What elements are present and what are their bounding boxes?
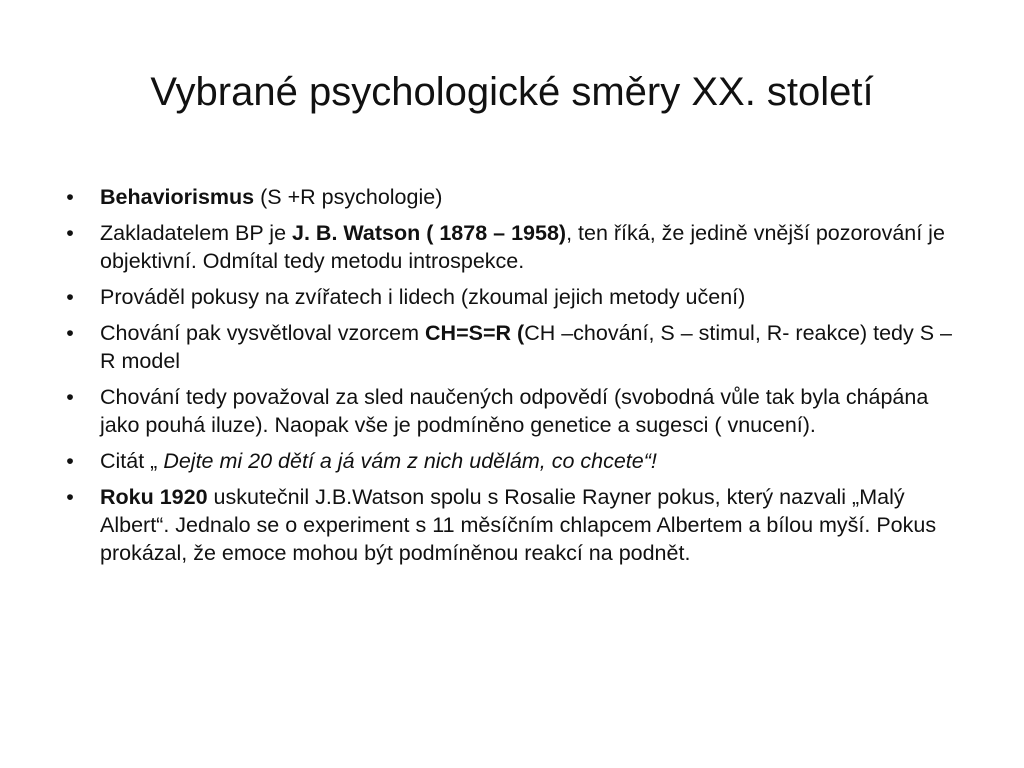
name-watson: J. B. Watson ( 1878 – 1958): [292, 221, 567, 245]
bullet-icon: •: [66, 321, 74, 345]
list-item: [60, 483, 960, 567]
bullet-icon: •: [66, 485, 74, 509]
year-1920: Roku 1920: [100, 485, 208, 509]
item-text: (S +R psychologie): [254, 185, 443, 209]
slide-title: Vybrané psychologické směry XX. století: [150, 70, 874, 114]
item-text: CH –chování, S – stimul, R- reakce) tedy S – R model: [100, 321, 952, 373]
term-behaviorismus: Behaviorismus: [100, 185, 255, 209]
list-item: [60, 383, 960, 439]
item-text: Chování tedy považoval za sled naučených odpovědí (svobodná vůle tak byla chápána jako pouhá iluze). Naopak vše je podmíněno genetice a sugesci ( vnucení).: [100, 385, 929, 437]
bullet-icon: •: [66, 385, 74, 409]
item-text: uskutečnil J.B.Watson spolu s Rosalie Rayner pokus, který nazvali „Malý Albert“. Jednalo se o experiment s 11 měsíčním chlapcem Albertem a bílou myší. Pokus prokázal, že emoce mohou být podmíněnou reakcí na podnět.: [100, 485, 937, 565]
list-item: [60, 283, 960, 311]
item-text: , ten říká, že jedině vnější pozorování je objektivní. Odmítal tedy metodu introspekce.: [100, 221, 945, 273]
list-item: [60, 447, 960, 475]
list-item: [60, 183, 960, 211]
quote: Dejte mi 20 dětí a já vám z nich udělám, co chcete“!: [163, 449, 657, 473]
bullet-list: [60, 183, 960, 575]
bullet-icon: •: [66, 285, 74, 309]
item-text: Prováděl pokusy na zvířatech i lidech (zkoumal jejich metody učení): [100, 285, 746, 309]
bullet-icon: •: [66, 185, 74, 209]
list-item: [60, 219, 960, 275]
bullet-icon: •: [66, 221, 74, 245]
item-text: Chování pak vysvětloval vzorcem: [100, 321, 426, 345]
bullet-icon: •: [66, 449, 74, 473]
item-text: Citát „: [100, 449, 164, 473]
item-text: Zakladatelem BP je: [100, 221, 293, 245]
list-item: [60, 319, 960, 375]
formula: CH=S=R (: [425, 321, 525, 345]
